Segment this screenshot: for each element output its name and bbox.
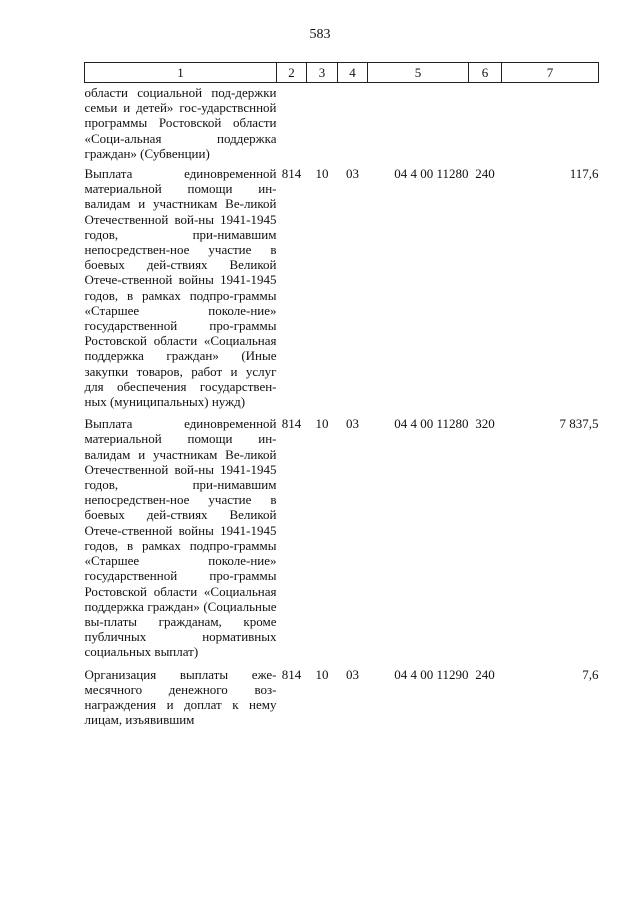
budget-table <box>84 62 599 729</box>
target-article-code: 04 4 00 11280 <box>394 166 469 182</box>
amount: 117,6 <box>569 166 599 182</box>
column-header: 7 <box>502 63 599 83</box>
section-code: 10 <box>315 666 329 682</box>
amount: 7 837,5 <box>559 416 599 432</box>
row-description: Выплата единовременной материальной помощи ин-валидам и участникам Ве-ликой Отечественной вой-ны 1941-1945 годов, при-нимавшим непосредствен-ное участие в боевых дей-ствиях Великой Отече-ственной войны 1941-1945 годов, в рамках подпро-граммы «Старшее поколе-ние» государственной про-граммы Ростовской области «Социальная поддержка граждан» (Иные закупки товаров, работ и услуг для обеспечения государствен-ных (муниципальных) нужд) <box>84 166 277 410</box>
table-row <box>85 161 599 411</box>
table-row-continuation <box>85 83 599 162</box>
column-header: 4 <box>338 63 368 83</box>
column-header: 6 <box>469 63 502 83</box>
ministry-code: 814 <box>281 166 302 182</box>
expense-type-code: 240 <box>475 666 495 682</box>
section-code: 10 <box>315 166 329 182</box>
amount: 7,6 <box>582 666 599 682</box>
page-number: 583 <box>309 27 331 42</box>
column-header: 1 <box>85 63 277 83</box>
target-article-code: 04 4 00 11290 <box>394 666 469 682</box>
column-header: 3 <box>307 63 338 83</box>
ministry-code: 814 <box>281 416 302 432</box>
row-description: области социальной под-держки семьи и детей» гос-ударствснной программы Ростовской области «Соци-альная поддержка граждан» (Субвенции) <box>84 85 277 161</box>
column-header: 2 <box>277 63 307 83</box>
section-code: 10 <box>315 416 329 432</box>
table-row <box>85 662 599 730</box>
subsection-code: 03 <box>346 666 359 682</box>
row-description: Организация выплаты еже-месячного денежного воз-награждения и доплат к нему лицам, изъявившим <box>84 666 277 728</box>
expense-type-code: 320 <box>475 416 495 432</box>
target-article-code: 04 4 00 11280 <box>394 416 469 432</box>
subsection-code: 03 <box>346 416 359 432</box>
subsection-code: 03 <box>346 166 359 182</box>
expense-type-code: 240 <box>475 166 495 182</box>
column-header: 5 <box>368 63 469 83</box>
table-row <box>85 411 599 661</box>
table-header-row <box>85 63 599 83</box>
row-description: Выплата единовременной материальной помощи ин-валидам и участникам Ве-ликой Отечественной вой-ны 1941-1945 годов, при-нимавшим непосредствен-ное участие в боевых дей-ствиях Великой Отече-ственной войны 1941-1945 годов, в рамках подпро-граммы «Старшее поколе-ние» государственной про-граммы Ростовской области «Социальная поддержка граждан» (Социальные вы-платы гражданам, кроме публичных нормативных социальных выплат) <box>84 416 277 660</box>
ministry-code: 814 <box>281 666 302 682</box>
